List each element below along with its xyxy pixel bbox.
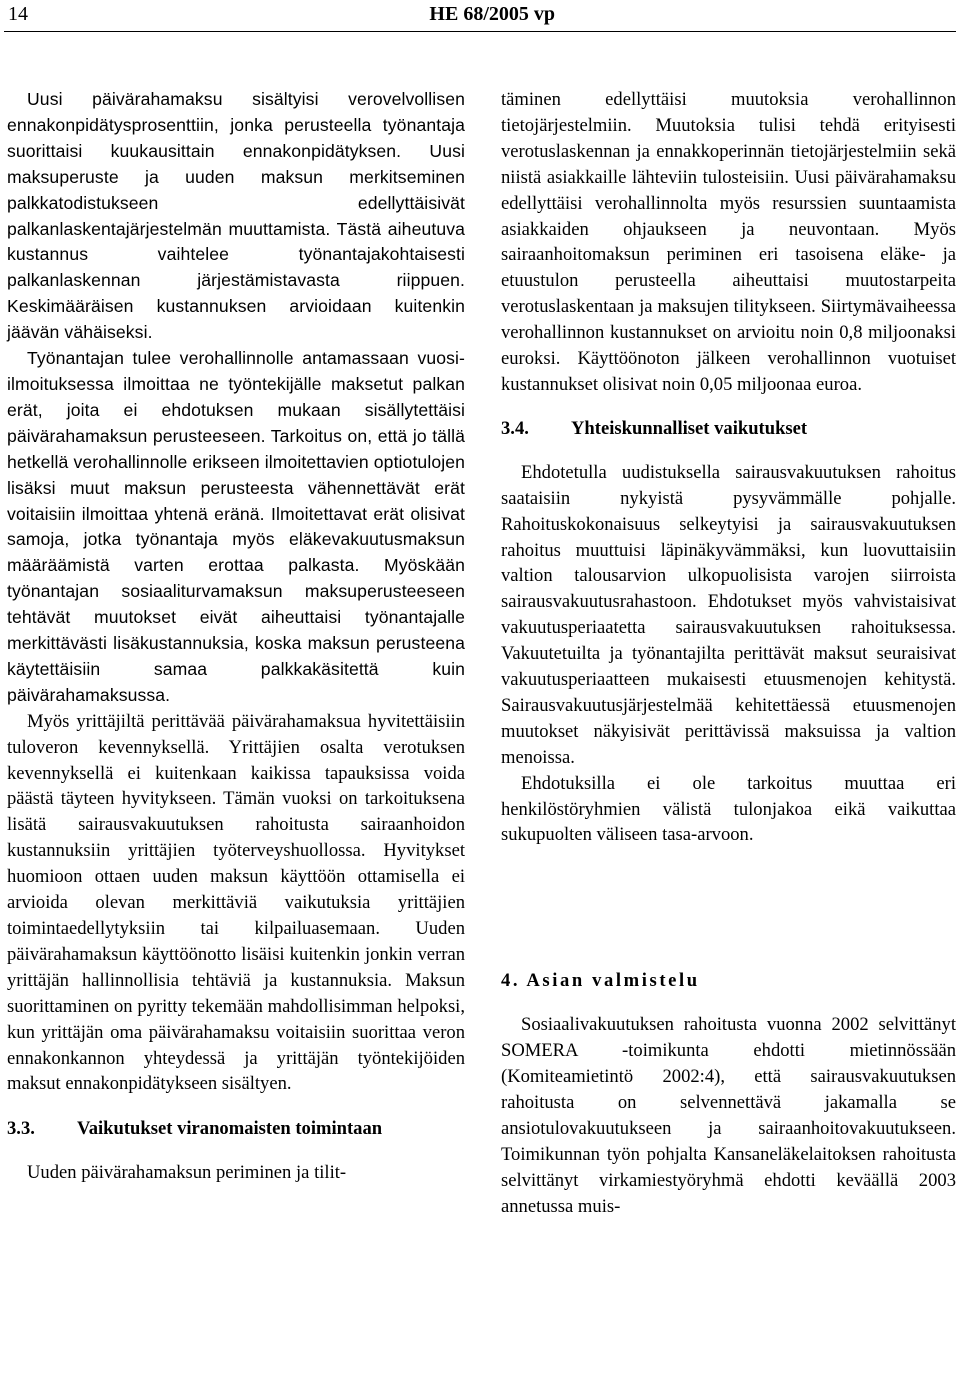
section-heading-3-4 (501, 416, 956, 442)
paragraph: Ehdotuksilla ei ole tarkoitus muuttaa eri henkilöstöryhmien välistä tulonjakoa eikä vaikuttaa sukupuolten väliseen tasa-arvoon. (501, 772, 956, 846)
paragraph: Sosiaalivakuutuksen rahoitusta vuonna 2002 selvittänyt SOMERA -toimikunta ehdotti mietinnössään (Komiteamietintö 2002:4), että sairausvakuutuksen rahoitusta on selvennettävä jakamalla se ansiotulovakuutukseen ja sairaanhoitovakuutukseen. Toimikunnan työn pohjalta Kansaneläkelaitoksen rahoitusta selvittänyt virkamiestyöryhmä ehdotti keväällä 2003 annetussa muis- (501, 1014, 956, 1217)
section-heading-4: 4. Asian valmistelu (501, 970, 700, 992)
paragraph: Työnantajan tulee verohallinnolle antamassaan vuosi-ilmoituksessa ilmoittaa ne työntekijälle maksetut palkan erät, joita ei ehdotuksen mukaan sisällytettäisi päivärahamaksun perusteeseen. Tarkoitus on, että jo tällä hetkellä verohallinnolle erikseen ilmoitettavien optiotulojen lisäksi muut maksun perusteesta vähennettävät erät voitaisiin ilmoittaa yhtenä eränä. Ilmoitettavat erät olisivat samoja, jotka työnantaja myös eläkevakuutusmaksun määräämistä varten erottaa palkasta. Myöskään työnantajan sosiaaliturvamaksun maksuperusteeseen tehtävät muutokset eivät aiheuttaisi työnantajalle merkittävästi lisäkustannuksia, koska maksun perusteena käytettäisiin samaa palkkakäsitettä kuin päivärahamaksussa. (7, 348, 465, 705)
paragraph: täminen edellyttäisi muutoksia verohallinnon tietojärjestelmiin. Muutoksia tulisi tehdä erityisesti verotuslaskennan ja ennakkoperinnän tietojärjestelmiin sekä niistä asiakkaille lähteviin tulosteisiin. Uusi päivärahamaksu edellyttäisi verohallinnolta myös resurssien suuntaamista asiakkaiden ohjaukseen ja neuvontaan. Myös sairaanhoitomaksun periminen eri tasoisena eläke- ja etuustulon perusteella aiheuttaisi muutostarpeita verotuslaskentaan ja maksujen tilitykseen. Siirtymävaiheessa verohallinnon kustannukset on arvioitu noin 0,8 miljoonaksi euroksi. Käyttöönoton jälkeen verohallinnon vuotuiset kustannukset olisivat noin 0,05 miljoonaa euroa. (501, 89, 956, 395)
left-column (7, 87, 465, 1186)
section-number: 3.4. (501, 417, 529, 439)
section-title: Vaikutukset viranomaisten toimintaan (77, 1118, 383, 1140)
section-number: 3.3. (7, 1118, 35, 1140)
page-number: 14 (8, 3, 28, 25)
section-heading-3-3 (7, 1116, 465, 1142)
paragraph: Ehdotetulla uudistuksella sairausvakuutuksen rahoitus saataisiin nykyistä pysyvämmälle pohjalle. Rahoituskokonaisuus selkeytyisi ja sairausvakuutuksen rahoitus muuttuisi läpinäkyvämmäksi, kun luovuttaisiin valtion talousarvion ulkopuolisista varojen siirroista sairausvakuutusrahastoon. Ehdotukset myös vahvistaisivat vakuutusperiaatetta sairausvakuutuksen rahoituksessa. Vakuutetuilta ja työnantajilta perittävät maksut seuraisivat vakuutusperiaatteen mukaisesti etuusmenojen kehitystä. Sairausvakuutusjärjestelmää kehitettäessä etuusmenojen muutokset näkyisivät perittävissä maksuissa ja valtion menoissa. (501, 461, 956, 768)
header-rule (4, 31, 956, 32)
paragraph: Uuden päivärahamaksun periminen ja tilit- (27, 1162, 347, 1184)
page-header (0, 0, 960, 30)
document-id: HE 68/2005 vp (429, 3, 555, 25)
right-column (501, 87, 956, 1220)
section-title: Yhteiskunnalliset vaikutukset (571, 417, 808, 439)
paragraph: Myös yrittäjiltä perittävää päivärahamaksua hyvitettäisiin tuloveron kevennyksellä. Yrittäjien osalta verotuksen kevennyksellä ei kuitenkaan kaikissa tapauksissa voida päästä täyteen hyvitykseen. Tämän vuoksi on tarkoituksena lisätä sairausvakuutuksen rahoitusta sairaanhoidon kustannuksiin yrittäjien työterveyshuollossa. Hyvitykset huomioon ottaen uuden maksun käyttöön ottamisella ei arvioida olevan merkittäviä vaikutuksia yrittäjien toimintaedellytyksiin tai kilpailuasemaan. Uuden päivärahamaksun käyttöönotto lisäisi kuitenkin jonkin verran yrittäjän hallinnollisia tehtäviä ja kustannuksia. Maksun suorittaminen on pyritty tekemään mahdollisimman helpoksi, kun yrittäjän oma päivärahamaksu voitaisiin suorittaa veron ennakonkannon yhteydessä ja yrittäjän työntekijöiden maksut ennakonpidätykseen sisältyen. (7, 710, 465, 1095)
paragraph: Uusi päivärahamaksu sisältyisi verovelvollisen ennakonpidätysprosenttiin, jonka perusteella työnantaja suorittaisi kuukausittain ennakonpidätyksen. Uusi maksuperuste ja uuden maksun merkitseminen palkkatodistukseen edellyttäisivät palkanlaskentajärjestelmän muuttamista. Tästä aiheutuva kustannus vaihtelee työnantajakohtaisesti palkanlaskennan järjestämistavasta riippuen. Keskimääräisen kustannuksen arvioidaan kuitenkin jäävän vähäiseksi. (7, 89, 465, 343)
